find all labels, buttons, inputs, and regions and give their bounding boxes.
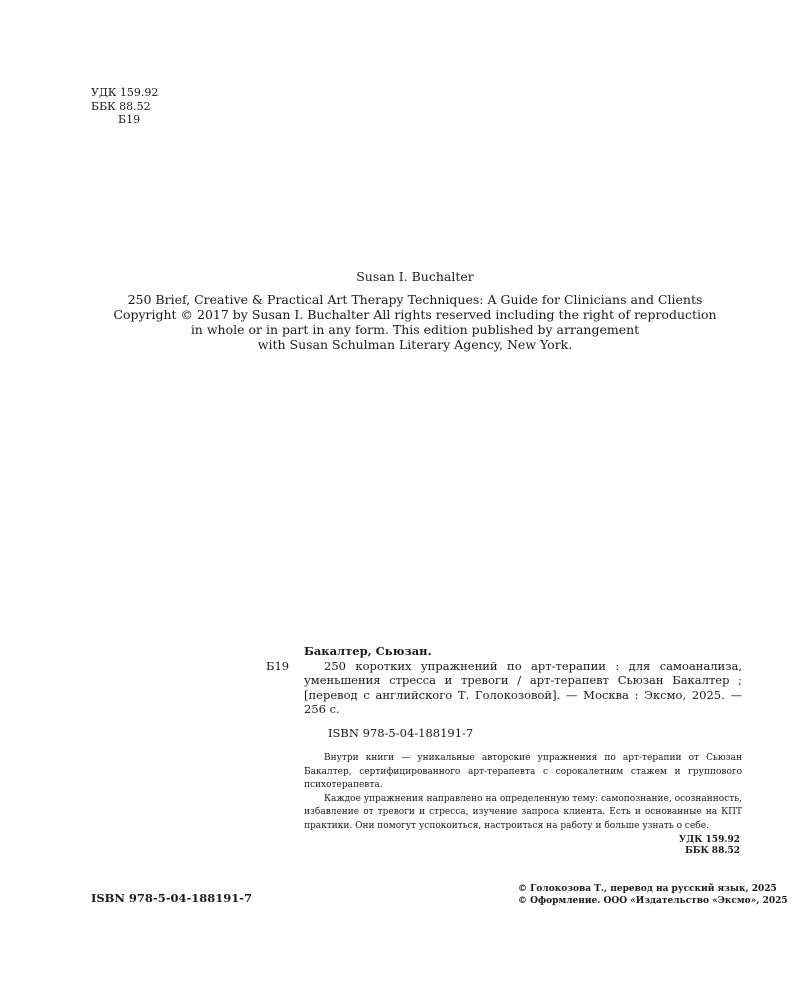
catalog-isbn: ISBN 978-5-04-188191-7 xyxy=(328,725,474,740)
original-edition-credits xyxy=(100,269,730,352)
catalog-udk: УДК 159.92 xyxy=(678,835,740,845)
footer-copyrights xyxy=(518,883,788,907)
author-mark: Б19 xyxy=(118,113,141,126)
catalog-description: 250 коротких упражнений по арт-терапии : для самоанализа, уменьшения стресса и тревоги / арт-терапевт Сьюзан Бакалтер ; [перевод с английского Т. Голокозовой]. — Москва : Эксмо, 2025. — 256 с. xyxy=(304,658,742,716)
original-author: Susan I. Buchalter xyxy=(356,269,474,284)
translation-copyright: © Голокозова Т., перевод на русский язык, 2025 xyxy=(518,884,777,894)
bbk-code: ББК 88.52 xyxy=(91,99,151,113)
catalog-author-mark: Б19 xyxy=(266,658,290,673)
reproduction-line: in whole or in part in any form. This edition published by arrangement xyxy=(190,322,640,337)
catalog-annotation xyxy=(304,752,742,833)
agency-line: with Susan Schulman Literary Agency, New York. xyxy=(257,337,573,352)
udk-code: УДК 159.92 xyxy=(91,86,159,99)
original-copyright-notice xyxy=(100,292,730,352)
catalog-entry xyxy=(266,659,742,717)
footer-isbn: ISBN 978-5-04-188191-7 xyxy=(91,891,253,905)
original-title-line: 250 Brief, Creative & Practical Art Therapy Techniques: A Guide for Clinicians and Clients xyxy=(127,292,703,307)
copyright-line: Copyright © 2017 by Susan I. Buchalter All rights reserved including the right of reproduction xyxy=(113,307,717,322)
annotation-paragraph-1: Внутри книги — уникальные авторские упражнения по арт-терапии от Сьюзан Бакалтер, сертифицированного арт-терапевта с сорокалетним стажем и группового психотерапевта. xyxy=(304,753,742,790)
catalog-card xyxy=(266,644,742,857)
annotation-paragraph-2: Каждое упражнения направлено на определенную тему: самопознание, осознанность, избавление от тревоги и стресса, изучение запроса клиента. Есть и основанные на КПТ практики. Они помогут успокоиться, настроиться на работу и больше узнать о себе. xyxy=(304,793,742,831)
catalog-bbk: ББК 88.52 xyxy=(685,846,740,856)
catalog-codes xyxy=(304,835,742,857)
catalog-heading: Бакалтер, Сьюзан. xyxy=(304,644,432,658)
classification-codes xyxy=(91,86,158,127)
design-copyright: © Оформление. ООО «Издательство «Эксмо», 2025 xyxy=(518,896,788,906)
